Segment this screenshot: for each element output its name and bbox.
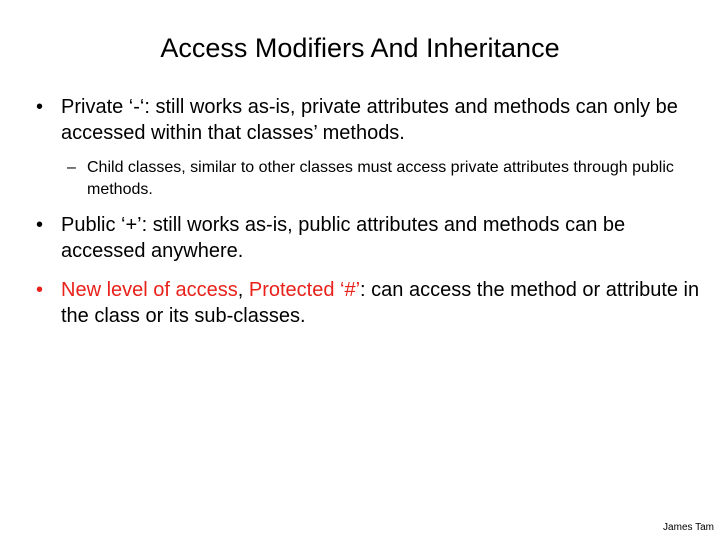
sub-bullet-child-classes [67,157,687,201]
bullet-public [36,212,711,264]
dash-mark: – [67,159,76,176]
bullet-protected [36,277,711,329]
bullet-mark: • [36,214,44,236]
bullet-public-text: Public ‘+’: still works as-is, public attributes and methods can be accessed anywhere. [61,214,626,262]
bullet-private [36,94,711,146]
protected-label-text: Protected ‘#’ [248,279,361,301]
new-level-of-access-text: New level of access [61,279,238,301]
footer-author: James Tam [663,522,714,533]
separator-text: , [237,279,249,301]
bullet-private-text: Private ‘-‘: still works as-is, private attributes and methods can only be accessed within that classes’ methods. [61,96,678,144]
sub-bullet-child-classes-text: Child classes, similar to other classes must access private attributes through public methods. [87,159,674,198]
bullet-mark: • [36,96,44,118]
bullet-protected-text: : can access the method or attribute in the class or its sub-classes. [61,279,700,327]
slide-title: Access Modifiers And Inheritance [160,33,560,63]
bullet-mark: • [36,279,44,301]
